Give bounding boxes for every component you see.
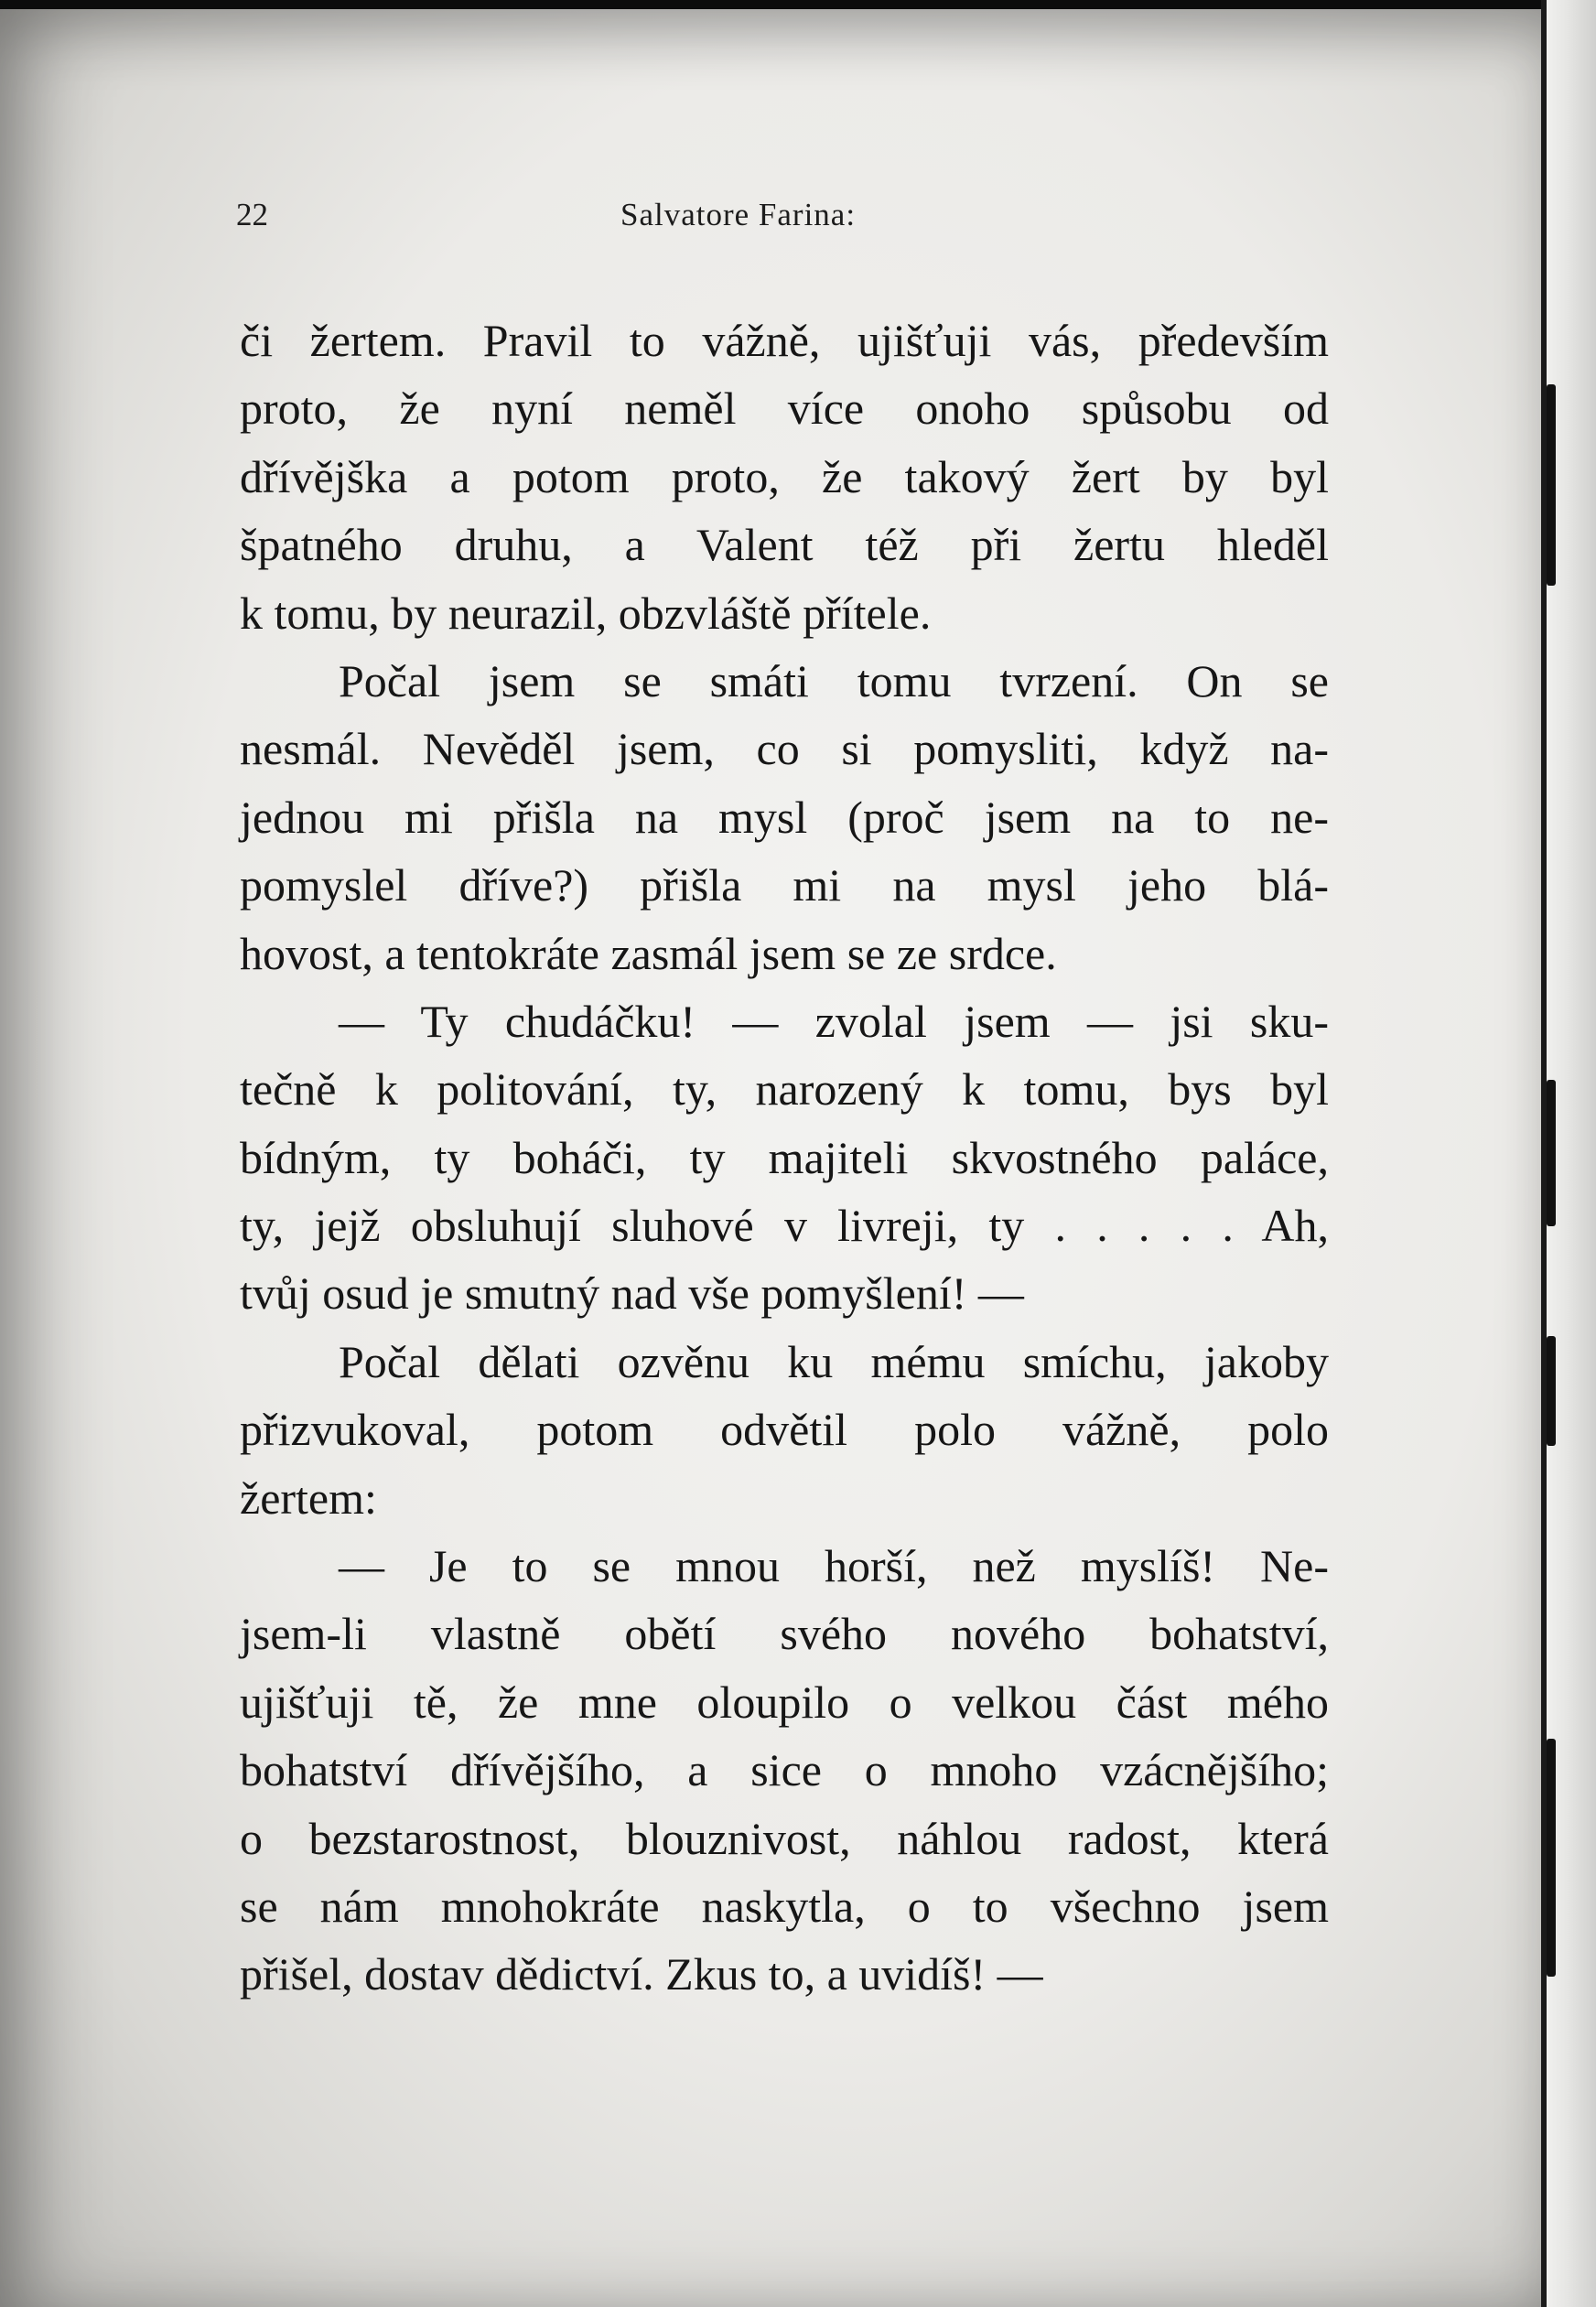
text-line: Počal dělati ozvěnu ku mému smíchu, jakoby <box>339 1335 1329 1387</box>
text-line: dřívějška a potom proto, že takový žert by byl <box>240 450 1329 502</box>
text-line: nesmál. Nevěděl jsem, co si pomysliti, když na- <box>240 723 1329 775</box>
body-text <box>240 307 1329 2009</box>
text-line: jsem-li vlastně obětí svého nového bohatství, <box>240 1608 1329 1660</box>
edge-mark <box>1547 384 1556 586</box>
text-line: ty, jejž obsluhují sluhové v livreji, ty . . . . . Ah, <box>240 1200 1329 1252</box>
text-line: jednou mi přišla na mysl (proč jsem na to ne- <box>240 791 1329 843</box>
book-page <box>0 9 1547 2307</box>
text-line: — Je to se mnou horší, než myslíš! Ne- <box>339 1540 1329 1592</box>
text-line: o bezstarostnost, blouznivost, náhlou radost, která <box>240 1812 1329 1864</box>
text-line: k tomu, by neurazil, obzvláště přítele. <box>240 587 932 639</box>
text-line: pomyslel dříve?) přišla mi na mysl jeho blá- <box>240 859 1329 911</box>
text-line: proto, že nyní neměl více onoho spůsobu od <box>240 383 1329 435</box>
running-title: Salvatore Farina: <box>620 197 857 232</box>
text-line: hovost, a tentokráte zasmál jsem se ze srdce. <box>240 927 1057 979</box>
text-line: — Ty chudáčku! — zvolal jsem — jsi sku- <box>339 995 1329 1047</box>
text-line: bohatství dřívějšího, a sice o mnoho vzácnějšího; <box>240 1744 1329 1796</box>
edge-mark <box>1547 1080 1556 1226</box>
text-line: či žertem. Pravil to vážně, ujišťuji vás, především <box>240 315 1329 366</box>
text-line: přizvukoval, potom odvětil polo vážně, polo <box>240 1404 1329 1456</box>
text-line: ujišťuji tě, že mne oloupilo o velkou část mého <box>240 1676 1329 1728</box>
text-line: bídným, ty boháči, ty majiteli skvostného paláce, <box>240 1131 1329 1183</box>
text-line: žertem: <box>240 1472 377 1524</box>
text-line: Počal jsem se smáti tomu tvrzení. On se <box>339 654 1329 706</box>
page-number: 22 <box>236 197 268 232</box>
edge-mark <box>1547 1336 1556 1446</box>
text-line: se nám mnohokráte naskytla, o to všechno jsem <box>240 1880 1329 1932</box>
edge-mark <box>1547 1739 1556 1977</box>
text-line: špatného druhu, a Valent též při žertu hleděl <box>240 519 1329 571</box>
text-line: tečně k politování, ty, narozený k tomu, bys byl <box>240 1063 1329 1116</box>
text-line: tvůj osud je smutný nad vše pomyšlení! — <box>240 1267 1024 1320</box>
text-line: přišel, dostav dědictví. Zkus to, a uvidíš! — <box>240 1948 1043 2000</box>
page-edge <box>1541 0 1596 2307</box>
running-header <box>236 197 1325 243</box>
